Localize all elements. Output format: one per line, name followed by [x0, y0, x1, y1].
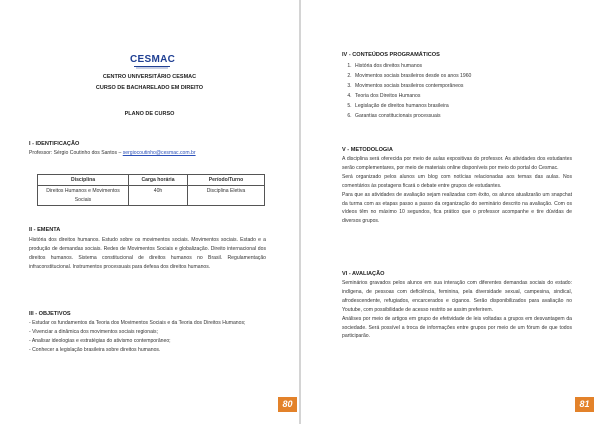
table-header-workload: Carga horária: [129, 175, 188, 186]
logo-text: CESMAC: [130, 54, 176, 65]
list-item: 3. Movimentos sociais brasileiros contemporâneos: [353, 81, 573, 91]
institution-name: CENTRO UNIVERSITÁRIO CESMAC: [102, 74, 197, 80]
table-header-row: [38, 175, 265, 186]
avaliacao-text: [342, 279, 572, 341]
list-item: 4. Teoria dos Direitos Humanos: [353, 91, 573, 101]
avaliacao-title: VI - AVALIAÇÃO: [342, 271, 385, 277]
course-name: CURSO DE BACHARELADO EM DIREITO: [95, 85, 204, 91]
ementa-text: História dos direitos humanos. Estudo sobre os movimentos sociais. Movimentos sociais. Estado e a produção de demandas sociais. Redes de Movimentos Sociais e globalização. Direito internacional dos direitos humanos. Sistema constitucional de direitos humanos no Brasil. Regulamentação infraconstitucional. Instrumentos processuais para defesa dos direitos humanos.: [29, 237, 266, 270]
metodologia-paragraph: Para que as atividades de avaliação sejam realizadas com êxito, os alunos atualizarão um snapchat da turma com as etapas passo a passo da organização do seminário descrito na avaliação. Com os vídeos têm no máximo 10 segundos, fica prático que o professor acompanhe e tire dúvidas de diversos grupos.: [342, 191, 572, 225]
identification-title: I - IDENTIFICAÇÃO: [29, 141, 80, 147]
objetivos-list: [29, 319, 266, 355]
metodologia-title: V - METODOLOGIA: [342, 147, 393, 153]
objetivo-item: - Conhecer a legislação brasileira sobre direitos humanos.: [29, 346, 161, 353]
list-item: 5. Legislação de direitos humanos brasileira: [353, 101, 573, 111]
objetivo-item: - Vivenciar a dinâmica dos movimentos sociais regionais;: [29, 328, 159, 335]
avaliacao-paragraph: Análises por meio de artigos em grupo de efetividade de leis voltadas a grupos em desvantagem da sociedade. Será possível a troca de informações entre grupos por meio de um fórum de que todos participarão.: [342, 315, 572, 340]
list-item: 1. História dos direitos humanos: [353, 61, 573, 71]
cesmac-logo: [130, 54, 174, 70]
page-number: 80: [278, 397, 297, 412]
table-cell-period: Disciplina Eletiva: [188, 186, 265, 206]
page-number: 81: [575, 397, 594, 412]
list-item: 6. Garantias constitucionais processuais: [353, 111, 573, 121]
table-cell-workload: 40h: [129, 186, 188, 206]
logo-subline: [136, 67, 168, 69]
plan-title: PLANO DE CURSO: [124, 111, 175, 117]
table-header-discipline: Disciplina: [38, 175, 129, 186]
conteudos-list: [343, 61, 573, 122]
objetivo-item: - Analisar ideologias e estratégias do ativismo contemporâneo;: [29, 337, 171, 344]
metodologia-paragraph: Será organizado pelos alunos um blog com notícias relacionadas aos temas das aulas. Nos comentários às postagens ficará o debate entre grupos de estudantes.: [342, 173, 572, 189]
professor-email-link[interactable]: sergiocoutinho@cesmac.com.br: [122, 150, 196, 156]
conteudos-title: IV - CONTEÚDOS PROGRAMÁTICOS: [342, 52, 440, 58]
professor-label: Professor: Sérgio Coutinho dos Santos –: [29, 150, 123, 156]
list-item: 2. Movimentos sociais brasileiros desde os anos 1960: [353, 71, 573, 81]
table-row: [38, 186, 265, 206]
ementa-title: II - EMENTA: [29, 227, 61, 233]
table-header-period: Período/Turno: [188, 175, 265, 186]
objetivos-title: III - OBJETIVOS: [29, 311, 71, 317]
table-cell-discipline: Direitos Humanos e Movimentos Sociais: [38, 186, 129, 206]
left-page: [0, 0, 299, 424]
metodologia-paragraph: A disciplina será oferecida por meio de aulas expositivas do professor. As atividades dos estudantes serão complementares, por meio de materiais online disponíveis por meio do portal do Cesmac.: [342, 156, 572, 171]
avaliacao-paragraph: Seminários gravados pelos alunos em sua interação com diferentes demandas sociais do estado: indígena, de pessoas com deficiência, feminina, pela diversidade sexual, campesina, sindical, afrodescendente, refugiados, encarcerados e ciganos. Serão disponibilizados para avaliação no Youtube, com possibilidade de acesso restrito se assim preferirem.: [342, 280, 572, 313]
professor-line: [29, 149, 279, 158]
discipline-table: [37, 174, 265, 206]
metodologia-text: [342, 155, 572, 226]
objetivo-item: - Estudar os fundamentos da Teoria dos Movimentos Sociais e da Teoria dos Direitos Humanos;: [29, 320, 246, 326]
